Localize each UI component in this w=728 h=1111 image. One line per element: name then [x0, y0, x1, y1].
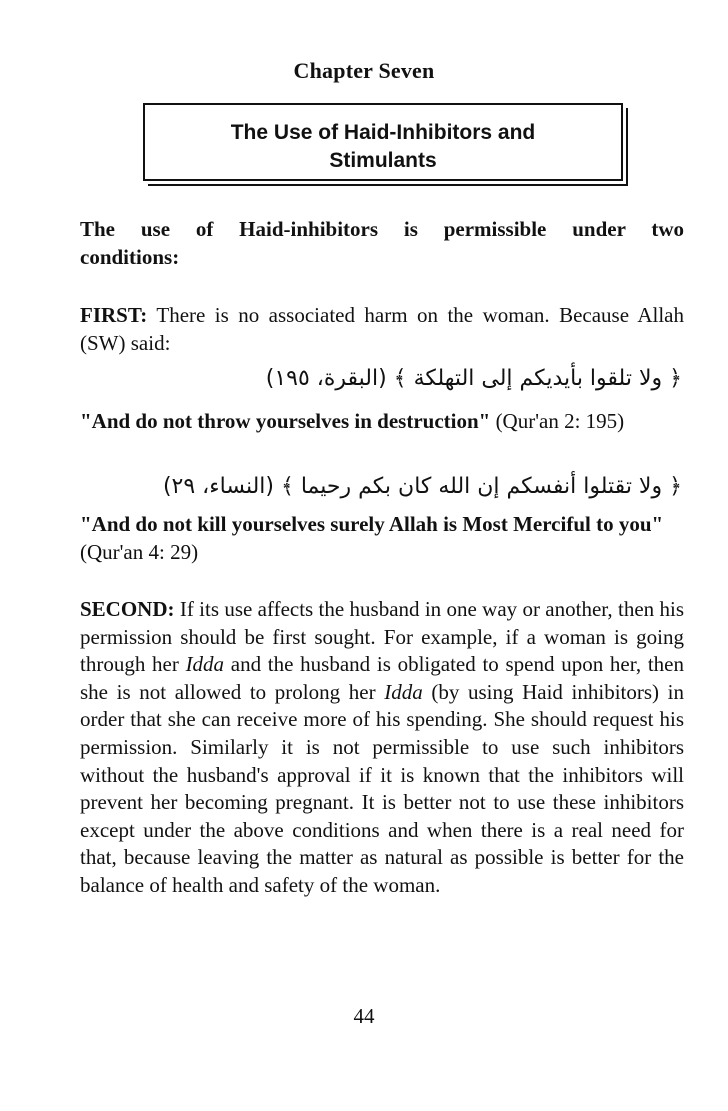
ayah-2-reference: (Qur'an 4: 29) [80, 539, 199, 564]
arabic-ayah-2: ﴿ ولا تقتلوا أنفسكم إن الله كان بكم رحيما ﴾ (النساء، ٢٩) [162, 474, 682, 499]
chapter-title [145, 119, 621, 175]
idda-term-2: Idda [384, 679, 423, 704]
first-condition-paragraph [80, 302, 684, 357]
second-condition-paragraph [80, 596, 684, 900]
ayah-1-translation-paragraph [80, 408, 684, 436]
ayah-2-translation: "And do not kill yourselves surely Allah is Most Merciful to you" [80, 512, 664, 536]
chapter-heading: Chapter Seven [293, 58, 435, 83]
title-box [143, 103, 623, 181]
page-number: 44 [353, 1004, 375, 1028]
first-text: There is no associated harm on the woman. Because Allah (SW) said: [80, 303, 684, 355]
intro-paragraph: The use of Haid-inhibitors is permissible under two conditions: [80, 217, 684, 269]
arabic-ayah-1: ﴿ ولا تلقوا بأيديكم إلى التهلكة ﴾ (البقرة، ١٩٥) [265, 366, 682, 391]
ayah-1-reference: (Qur'an 2: 195) [495, 409, 625, 433]
ayah-1-translation: "And do not throw yourselves in destruction" [80, 409, 491, 433]
chapter-title-line-1: The Use of Haid-Inhibitors and [230, 121, 536, 144]
ayah-2-translation-paragraph [80, 511, 684, 566]
chapter-title-line-2: Stimulants [329, 149, 437, 172]
second-text-2: and the husband is obligated to spend upon her, then she is not allowed to prolong her [80, 652, 684, 704]
second-label: SECOND: [80, 597, 175, 621]
second-text-1: If its use affects the husband in one way or another, then his permission should be first sought. For example, if a woman is going through her [80, 597, 684, 677]
first-label: FIRST: [80, 303, 148, 327]
second-text-3: (by using Haid inhibitors) in order that she can receive more of his spending. She should request his permission. Similarly it is not permissible to use such inhibitors without the husband's approval if it is known that the inhibitors will prevent her becoming pregnant. It is better not to use these inhibitors except under the above conditions and when there is a real need for that, because leaving the matter as natural as possible is better for the balance of health and safety of the woman. [80, 679, 684, 897]
idda-term-1: Idda [185, 652, 225, 677]
